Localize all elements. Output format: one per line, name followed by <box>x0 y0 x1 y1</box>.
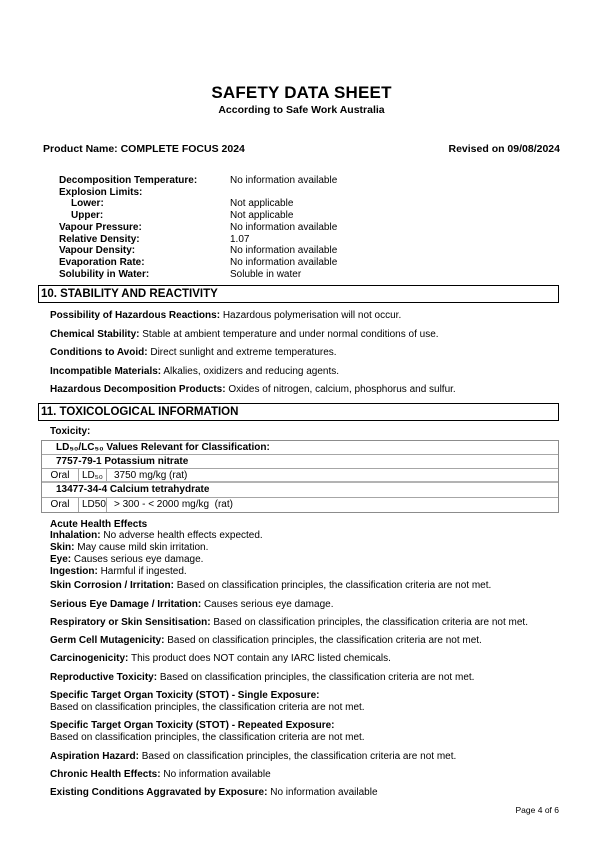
stability-paragraph: Possibility of Hazardous Reactions: Hazardous polymerisation will not occur. <box>50 310 402 322</box>
stability-paragraph: Chemical Stability: Stable at ambient temperature and under normal conditions of use. <box>50 328 439 340</box>
property-row: Decomposition Temperature: No information available <box>59 175 338 186</box>
tox-paragraph: Chronic Health Effects: No information available <box>50 768 271 780</box>
property-row: Relative Density: 1.07 <box>59 233 250 245</box>
property-row: Vapour Pressure: No information available <box>59 221 338 233</box>
section-10-body <box>50 310 560 396</box>
tox-paragraph: Reproductive Toxicity: Based on classification principles, the classification criteria are not met. <box>50 671 475 683</box>
tox-paragraph: Germ Cell Mutagenicity: Based on classification principles, the classification criteria are not met. <box>50 635 482 647</box>
tox-paragraph: Existing Conditions Aggravated by Exposure: No information available <box>50 787 378 799</box>
revision-date: Revised on 09/08/2024 <box>448 143 560 155</box>
section-11-header: 11. TOXICOLOGICAL INFORMATION <box>38 403 559 421</box>
product-name: Product Name: COMPLETE FOCUS 2024 <box>43 143 245 155</box>
toxicity-table <box>41 440 559 513</box>
toxicity-label: Toxicity: <box>50 425 91 437</box>
acute-line: Ingestion: Harmful if ingested. <box>50 565 187 577</box>
property-row: Vapour Density: No information available <box>59 245 338 257</box>
toxicity-value-row <box>42 498 558 512</box>
stability-paragraph: Incompatible Materials: Alkalies, oxidizers and reducing agents. <box>50 365 340 377</box>
test-type-cell: LD50 <box>79 498 107 512</box>
property-row: Solubility in Water: Soluble in water <box>59 268 302 280</box>
property-row: Explosion Limits: <box>59 186 143 198</box>
stability-paragraph: Conditions to Avoid: Direct sunlight and extreme temperatures. <box>50 347 337 359</box>
physical-properties-list <box>59 175 560 280</box>
exposure-route-cell: Oral <box>42 498 79 512</box>
tox-paragraph: Specific Target Organ Toxicity (STOT) - Single Exposure: Based on classification principles, the classification criteria are not met. <box>50 690 365 714</box>
property-row: Evaporation Rate: No information available <box>59 256 338 268</box>
tox-paragraph: Carcinogenicity: This product does NOT contain any IARC listed chemicals. <box>50 653 391 665</box>
section-10-header: 10. STABILITY AND REACTIVITY <box>38 285 559 303</box>
page-number: Page 4 of 6 <box>515 805 559 815</box>
document-title: SAFETY DATA SHEET <box>211 83 392 102</box>
document-subtitle: According to Safe Work Australia <box>218 104 385 116</box>
acute-line: Inhalation: No adverse health effects expected. <box>50 530 263 542</box>
property-row: Upper: Not applicable <box>71 210 294 222</box>
tox-paragraph: Specific Target Organ Toxicity (STOT) - Repeated Exposure: Based on classification principles, the classification criteria are not met. <box>50 720 365 744</box>
tox-paragraph: Serious Eye Damage / Irritation: Causes serious eye damage. <box>50 598 334 610</box>
acute-health-effects-title: Acute Health Effects <box>50 518 148 530</box>
acute-line: Eye: Causes serious eye damage. <box>50 553 204 565</box>
product-info-row <box>43 143 560 155</box>
document-header <box>0 0 603 116</box>
toxicity-value-cell: 3750 mg/kg (rat) <box>114 469 188 481</box>
section-11-paragraphs <box>50 580 560 799</box>
exposure-route-cell: Oral <box>42 469 79 481</box>
acute-health-effects <box>50 519 560 578</box>
tox-paragraph: Skin Corrosion / Irritation: Based on classification principles, the classification criteria are not met. <box>50 580 492 592</box>
stability-paragraph: Hazardous Decomposition Products: Oxides of nitrogen, calcium, phosphorus and sulfur. <box>50 384 456 396</box>
toxicity-table-header-row: LD₅₀/LC₅₀ Values Relevant for Classification: <box>42 441 558 455</box>
property-row: Lower: Not applicable <box>71 198 294 210</box>
test-type-cell: LD₅₀ <box>79 469 107 481</box>
toxicity-value-cell: > 300 - < 2000 mg/kg (rat) <box>114 499 233 511</box>
substance-row: 7757-79-1 Potassium nitrate <box>42 455 558 469</box>
toxicity-value-row <box>42 469 558 483</box>
tox-paragraph: Respiratory or Skin Sensitisation: Based on classification principles, the classification criteria are not met. <box>50 616 528 628</box>
tox-paragraph: Aspiration Hazard: Based on classification principles, the classification criteria are not met. <box>50 750 457 762</box>
acute-line: Skin: May cause mild skin irritation. <box>50 542 209 554</box>
substance-row: 13477-34-4 Calcium tetrahydrate <box>42 483 558 497</box>
